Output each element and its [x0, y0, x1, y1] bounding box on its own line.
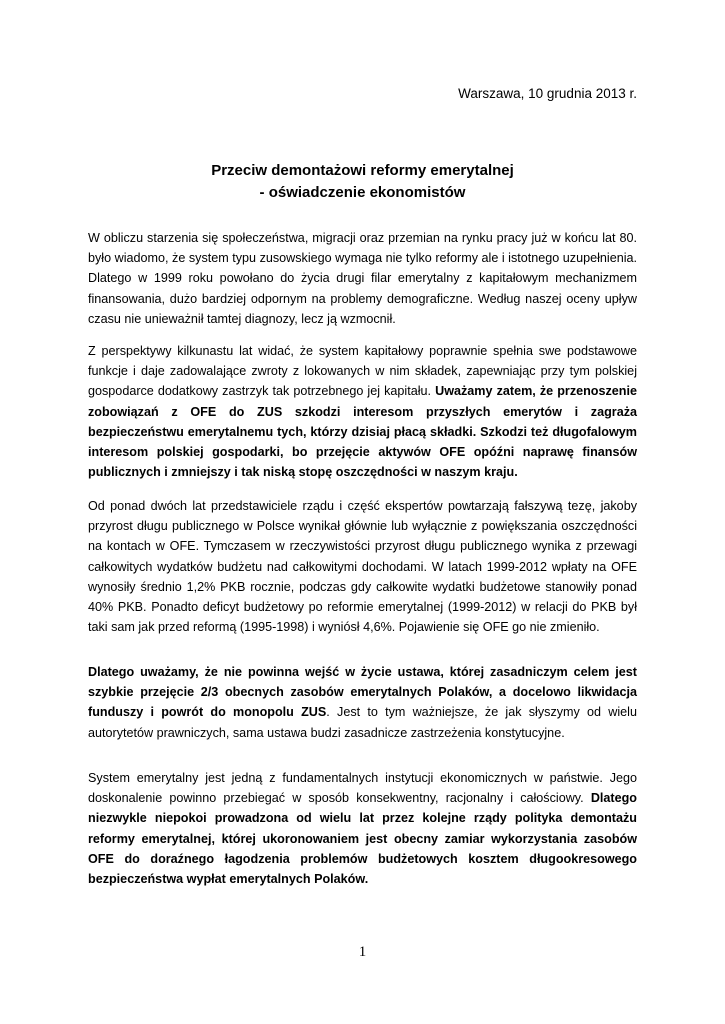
paragraph-2-text: Z perspektywy kilkunastu lat widać, że system kapitałowy poprawnie spełnia swe podstawowe funkcje i daje zadowalające zwroty z lokowanych w nim składek, zapewniając przy tym polskiej gospodarce dodatkowy zastrzyk tak potrzebnego jej kapitału.: [88, 344, 637, 399]
title-line-1: Przeciw demontażowi reformy emerytalnej: [211, 162, 514, 179]
paragraph-5-text: System emerytalny jest jedną z fundamentalnych instytucji ekonomicznych w państwie. Jego doskonalenie powinno przebiegać w sposób konsekwentny, racjonalny i całościowy.: [88, 771, 637, 806]
paragraph-5-bold-text: Dlatego niezwykle niepokoi prowadzona od wielu lat przez kolejne rządy polityka demontażu reformy emerytalnej, której ukoronowaniem jest obecny zamiar wykorzystania zasobów OFE do doraźnego łagodzenia problemów budżetowych kosztem długookresowego bezpieczeństwa wypłat emerytalnych Polaków.: [88, 791, 637, 887]
paragraph-2: [88, 341, 637, 482]
paragraph-4-bold-text: Dlatego uważamy, że nie powinna wejść w życie ustawa, której zasadniczym celem jest szybkie przejęcie 2/3 obecnych zasobów emerytalnych Polaków, a docelowo likwidacja funduszy i powrót do monopolu ZUS: [88, 665, 637, 720]
paragraph-2-bold-text: Uważamy zatem, że przenoszenie zobowiązań z OFE do ZUS szkodzi interesom przyszłych emerytów i zagraża bezpieczeństwu emerytalnemu tych, którzy dzisiaj płacą składki. Szkodzi też długofalowym interesom polskiej gospodarki, bo przejęcie aktywów OFE opóźni naprawę finansów publicznych i zmniejszy i tak niską stopę oszczędności w naszym kraju.: [88, 384, 638, 480]
document-date: Warszawa, 10 grudnia 2013 r.: [458, 86, 637, 101]
paragraph-4: [88, 662, 637, 743]
paragraph-1: W obliczu starzenia się społeczeństwa, migracji oraz przemian na rynku pracy już w końcu lat 80. było wiadomo, że system typu zusowskiego wymaga nie tylko reformy ale i istotnego uzupełnienia. Dlatego w 1999 roku powołano do życia drugi filar emerytalny z kapitałowym mechanizmem finansowania, dużo bardziej odpornym na problemy demograficzne. Według naszej oceny upływ czasu nie unieważnił tamtej diagnozy, lecz ją wzmocnił.: [88, 231, 637, 326]
paragraph-5: [88, 768, 637, 889]
page-number: 1: [358, 944, 367, 960]
title-line-2: - oświadczenie ekonomistów: [259, 184, 466, 201]
paragraph-3: Od ponad dwóch lat przedstawiciele rządu i część ekspertów powtarzają fałszywą tezę, jakoby przyrost długu publicznego w Polsce wynikał głównie lub wyłącznie z powiększania oszczędności na kontach w OFE. Tymczasem w rzeczywistości przyrost długu publicznego wynika z przewagi całkowitych wydatków budżetu nad całkowitymi dochodami. W latach 1999-2012 wpłaty na OFE wynosiły średnio 1,2% PKB rocznie, podczas gdy całkowite wydatki budżetowe stanowiły ponad 40% PKB. Ponadto deficyt budżetowy po reformie emerytalnej (1999-2012) w relacji do PKB był taki sam jak przed reformą (1995-1998) i wyniósł 4,6%. Pojawienie się OFE go nie zmieniło.: [88, 499, 637, 635]
document-title: [0, 160, 725, 204]
paragraph-4-text: . Jest to tym ważniejsze, że jak słyszymy od wielu autorytetów prawniczych, sama ustawa budzi zasadnicze zastrzeżenia konstytucyjne.: [88, 705, 637, 740]
